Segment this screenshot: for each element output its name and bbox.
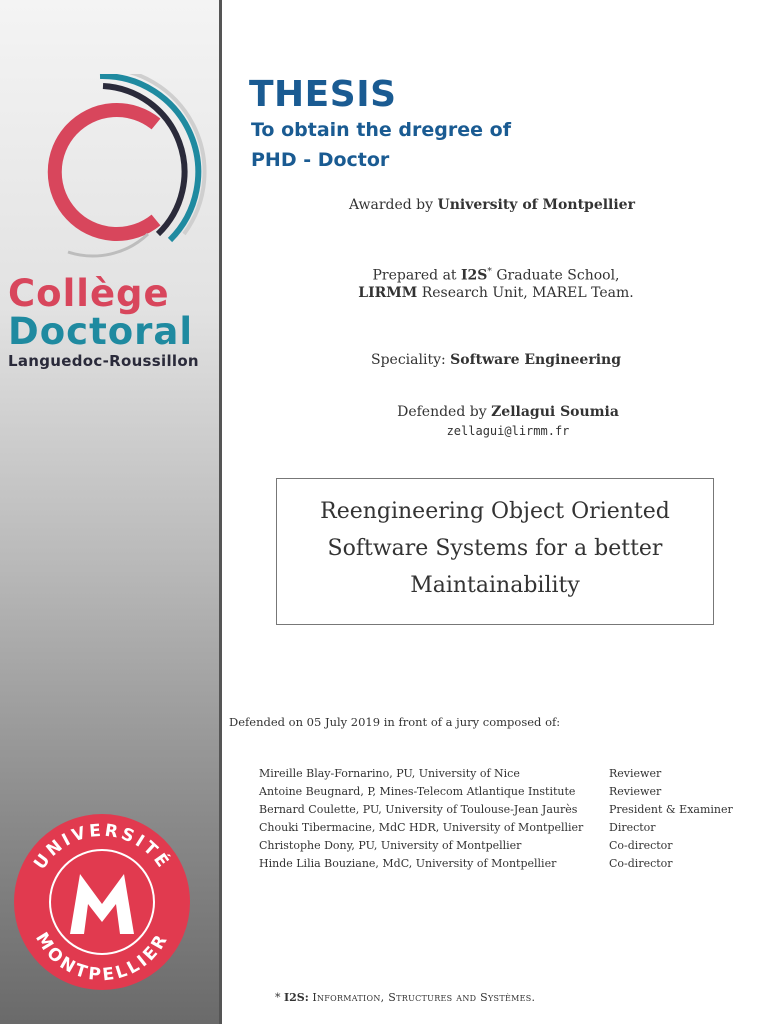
college-doctoral-logo: [8, 74, 208, 374]
jury-member-name: Hinde Lilia Bouziane, MdC, University of Montpellier: [259, 857, 557, 870]
jury-member-name: Christophe Dony, PU, University of Montpellier: [259, 839, 522, 852]
awarded-by-line: [222, 197, 762, 213]
college-word: Collège: [8, 272, 170, 315]
defended-prefix: Defended by: [397, 404, 487, 420]
jury-names-column: [259, 765, 583, 873]
speciality-prefix: Speciality:: [370, 352, 446, 368]
awarding-university: University of Montpellier: [437, 197, 635, 213]
title-line-2: Software Systems for a better: [327, 536, 663, 561]
university-montpellier-seal-icon: [12, 812, 192, 992]
author-name: Zellagui Soumia: [491, 404, 619, 420]
research-unit-suffix: Research Unit, MAREL Team.: [421, 285, 634, 301]
thesis-heading: THESIS: [249, 74, 397, 115]
jury-member-role: President & Examiner: [609, 803, 733, 816]
awarded-prefix: Awarded by: [349, 197, 434, 213]
seal-text-top: UNIVERSITÉ: [30, 820, 174, 874]
jury-member-name: Mireille Blay-Fornarino, PU, University of Nice: [259, 767, 520, 780]
graduate-school-suffix: Graduate School,: [496, 267, 620, 284]
languedoc-roussillon-word: Languedoc-Roussillon: [8, 352, 199, 370]
doctor-line: PHD - Doctor: [251, 149, 390, 171]
doctoral-word: Doctoral: [8, 310, 194, 353]
jury-member-role: Co-director: [609, 839, 673, 852]
jury-member-name: Bernard Coulette, PU, University of Toulouse-Jean Jaurès: [259, 803, 578, 816]
jury-member-name: Antoine Beugnard, P, Mines-Telecom Atlantique Institute: [259, 785, 576, 798]
title-line-3: Maintainability: [410, 573, 580, 598]
sidebar-divider: [219, 0, 222, 1024]
jury-roles-column: [609, 765, 733, 873]
prepared-prefix: Prepared at: [372, 267, 457, 284]
speciality-line: [226, 352, 766, 368]
prepared-at-line: [226, 267, 766, 284]
speciality-value: Software Engineering: [450, 352, 621, 368]
footnote-mark: *: [487, 267, 492, 277]
thesis-title-box: [276, 478, 714, 625]
seal-text-bottom: MONTPELLIER: [31, 929, 173, 986]
title-line-1: Reengineering Object Oriented: [320, 499, 670, 524]
research-unit: LIRMM: [358, 285, 418, 301]
jury-intro: Defended on 05 July 2019 in front of a jury composed of:: [229, 715, 561, 729]
jury-member-role: Director: [609, 821, 656, 834]
footnote-text: Information, Structures and Systèmes.: [312, 991, 536, 1004]
footnote-mark: *: [275, 991, 281, 1004]
research-unit-line: [226, 285, 766, 301]
jury-member-role: Co-director: [609, 857, 673, 870]
footnote-label: I2S:: [284, 991, 309, 1004]
degree-line: To obtain the dregree of: [251, 119, 511, 141]
jury-member-name: Chouki Tibermacine, MdC HDR, University of Montpellier: [259, 821, 584, 834]
defended-by-line: [238, 404, 770, 420]
jury-member-role: Reviewer: [609, 767, 662, 780]
jury-member-role: Reviewer: [609, 785, 662, 798]
college-arcs-icon: [8, 74, 208, 274]
graduate-school: I2S: [461, 267, 488, 284]
footnote: [275, 991, 535, 1004]
author-email: zellagui@lirmm.fr: [446, 424, 570, 438]
